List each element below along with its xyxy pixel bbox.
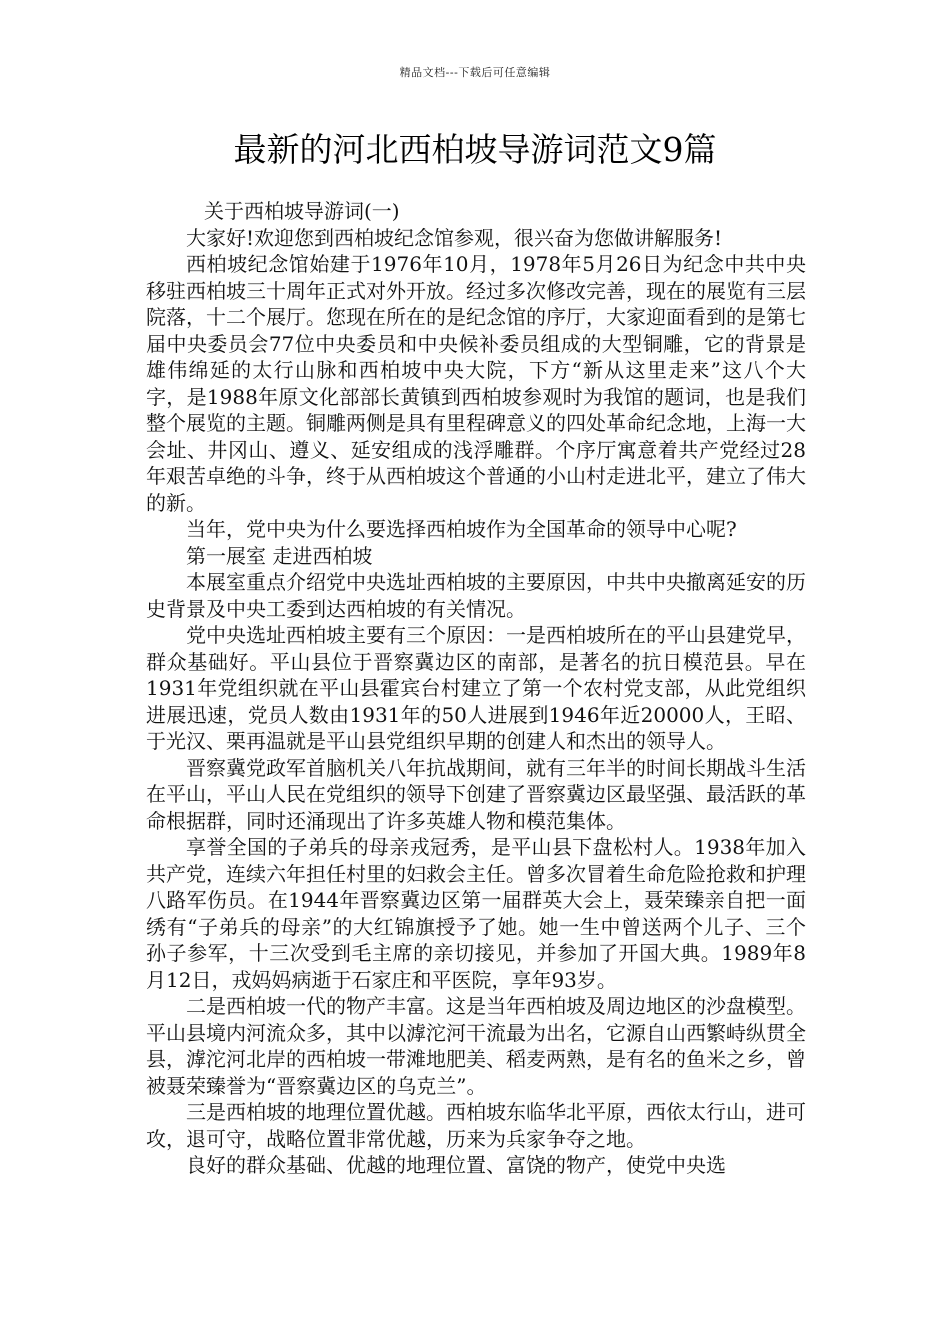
exhibit-room-heading: 第一展室 走进西柏坡 bbox=[186, 543, 373, 568]
section-heading: 关于西柏坡导游词(一) bbox=[204, 199, 400, 223]
paragraph: 西柏坡纪念馆始建于1976年10月，1978年5月26日为纪念中共中央移驻西柏坡三十周年正式对外开放。经过多次修改完善，现在的展览有三层院落，十二个展厅。您现在所在的是纪念馆的序厅，大家迎面看到的是第七届中央委员会77位中央委员和中央候补委员组成的大型铜雕，它的背景是雄伟绵延的太行山脉和西柏坡中央大院，下方“新从这里走来”这八个大字，是1988年原文化部部长黄镇到西柏坡参观时为我馆的题词，也是我们整个展览的主题。铜雕两侧是具有里程碑意义的四处革命纪念地，上海一大会址、井冈山、遵义、延安组成的浅浮雕群。个序厅寓意着共产党经过28年艰苦卓绝的斗争，终于从西柏坡这个普通的小山村走进北平，建立了伟大的新。 bbox=[146, 252, 806, 515]
header-note: 精品文档---下载后可任意编辑 bbox=[399, 66, 551, 79]
paragraph: 晋察冀党政军首脑机关八年抗战期间，就有三年半的时间长期战斗生活在平山，平山人民在党组织的领导下创建了晋察冀边区最坚强、最活跃的革命根据群，同时还涌现出了许多英雄人物和模范集体。 bbox=[146, 755, 806, 833]
paragraph: 党中央选址西柏坡主要有三个原因：一是西柏坡所在的平山县建党早，群众基础好。平山县位于晋察冀边区的南部，是著名的抗日模范县。早在1931年党组织就在平山县霍宾台村建立了第一个农村党支部，从此党组织进展迅速，党员人数由1931年的50人进展到1946年近20000人，王昭、于光汉、栗再温就是平山县党组织早期的创建人和杰出的领导人。 bbox=[146, 623, 806, 753]
paragraph: 良好的群众基础、优越的地理位置、富饶的物产，使党中央选 bbox=[186, 1153, 726, 1177]
document-title: 最新的河北西柏坡导游词范文9篇 bbox=[233, 130, 717, 169]
paragraph: 大家好!欢迎您到西柏坡纪念馆参观，很兴奋为您做讲解服务! bbox=[186, 225, 723, 250]
paragraph: 享誉全国的子弟兵的母亲戎冠秀，是平山县下盘松村人。1938年加入共产党，连续六年担任村里的妇救会主任。曾多次冒着生命危险抢救和护理八路军伤员。在1944年晋察冀边区第一届群英大会上，聂荣臻亲自把一面绣有“子弟兵的母亲”的大红锦旗授予了她。她一生中曾送两个儿子、三个孙子参军，十三次受到毛主席的亲切接见，并参加了开国大典。1989年8月12日，戎妈妈病逝于石家庄和平医院，享年93岁。 bbox=[146, 835, 806, 992]
paragraph: 本展室重点介绍党中央选址西柏坡的主要原因，中共中央撤离延安的历史背景及中央工委到达西柏坡的有关情况。 bbox=[146, 570, 806, 621]
document-body bbox=[146, 198, 806, 1179]
paragraph: 二是西柏坡一代的物产丰富。这是当年西柏坡及周边地区的沙盘模型。平山县境内河流众多，其中以滹沱河干流最为出名，它源自山西繁峙纵贯全县，滹沱河北岸的西柏坡一带滩地肥美、稻麦两熟，是有名的鱼米之乡，曾被聂荣臻誉为“晋察冀边区的乌克兰”。 bbox=[146, 994, 806, 1098]
paragraph: 当年，党中央为什么要选择西柏坡作为全国革命的领导中心呢? bbox=[186, 517, 737, 541]
paragraph: 三是西柏坡的地理位置优越。西柏坡东临华北平原，西依太行山，进可攻，退可守，战略位置非常优越，历来为兵家争夺之地。 bbox=[146, 1100, 806, 1151]
